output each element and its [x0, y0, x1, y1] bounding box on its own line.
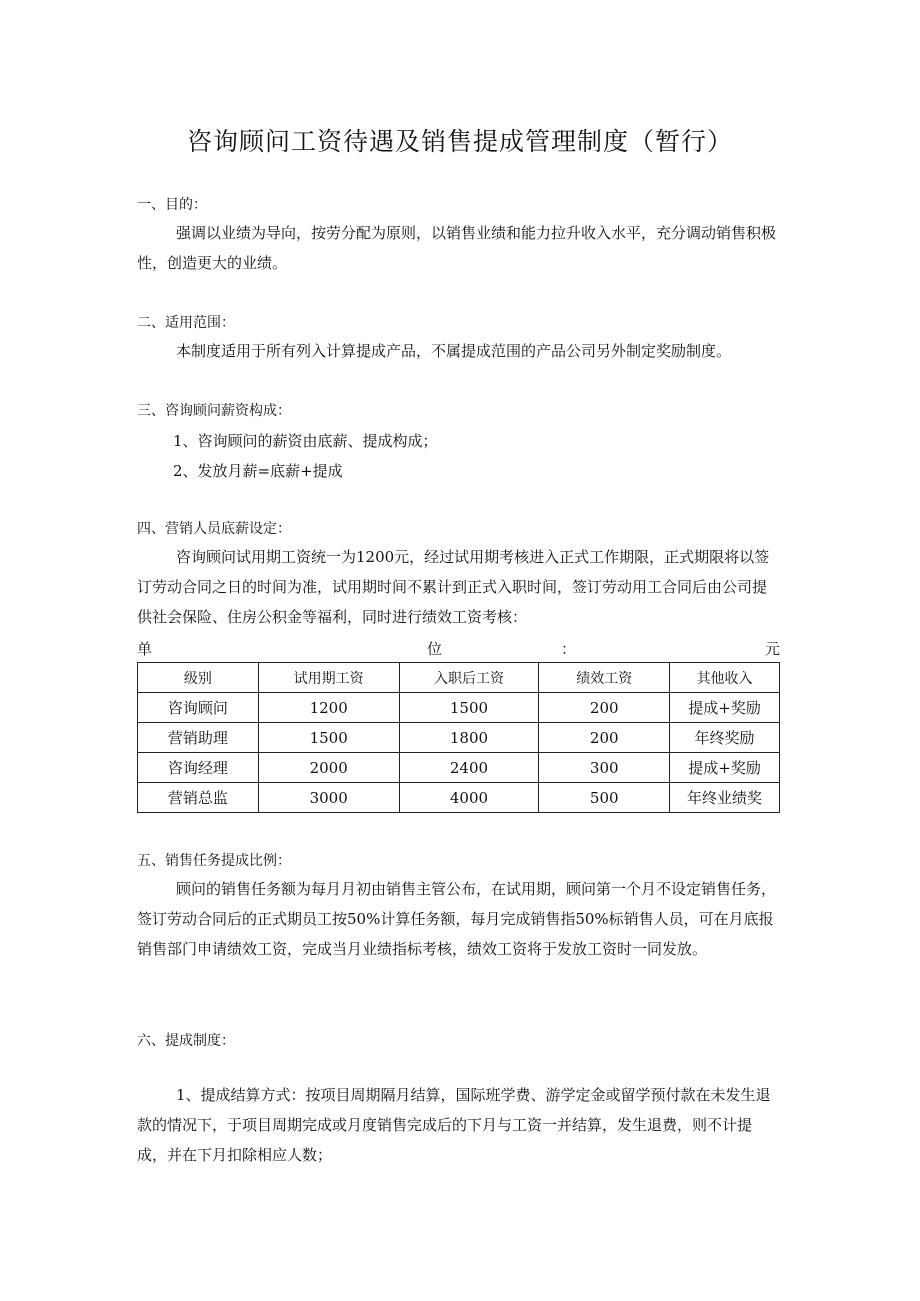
- section-6-heading: 六、提成制度：: [137, 1033, 235, 1049]
- table-cell: 1200: [258, 693, 399, 723]
- header-performance-pay: 绩效工资: [539, 663, 670, 693]
- table-cell: 300: [539, 753, 670, 783]
- document-title: 咨询顾问工资待遇及销售提成管理制度（暂行）: [186, 127, 733, 156]
- section-5-heading: 五、销售任务提成比例：: [137, 853, 291, 869]
- table-cell: 1800: [399, 723, 539, 753]
- unit-char-4: 元: [764, 640, 780, 658]
- table-cell: 提成+奖励: [670, 693, 780, 723]
- header-level: 级别: [138, 663, 259, 693]
- table-cell: 3000: [258, 783, 399, 813]
- table-cell: 年终奖励: [670, 723, 780, 753]
- unit-char-2: 位: [427, 640, 443, 658]
- table-row: [138, 693, 780, 723]
- header-other-income: 其他收入: [670, 663, 780, 693]
- table-cell: 年终业绩奖: [670, 783, 780, 813]
- unit-char-3: ：: [561, 640, 577, 658]
- section-2-heading: 二、适用范围：: [137, 315, 235, 331]
- table-cell: 1500: [399, 693, 539, 723]
- table-cell: 4000: [399, 783, 539, 813]
- table-cell: 咨询顾问: [138, 693, 259, 723]
- table-row: [138, 783, 780, 813]
- section-6-body: 1、提成结算方式：按项目周期隔月结算，国际班学费、游学定金或留学预付款在未发生退款的情况下，于项目周期完成或月度销售完成后的下月与工资一并结算，发生退费，则不计提成，并在下月扣除相应人数；: [137, 1086, 771, 1164]
- header-regular-salary: 入职后工资: [399, 663, 539, 693]
- section-3-heading: 三、咨询顾问薪资构成：: [137, 403, 291, 419]
- unit-char-1: 单: [137, 640, 153, 658]
- section-3-item-1: 1、咨询顾问的薪资由底薪、提成构成；: [173, 432, 438, 450]
- table-cell: 200: [539, 693, 670, 723]
- salary-table: [137, 662, 780, 813]
- section-2-body: 本制度适用于所有列入计算提成产品，不属提成范围的产品公司另外制定奖励制度。: [176, 342, 732, 360]
- table-cell: 提成+奖励: [670, 753, 780, 783]
- table-cell: 营销总监: [138, 783, 259, 813]
- table-cell: 1500: [258, 723, 399, 753]
- section-4-body: 咨询顾问试用期工资统一为1200元，经过试用期考核进入正式工作期限，正式期限将以签订劳动合同之日的时间为准，试用期时间不累计到正式入职时间，签订劳动用工合同后由公司提供社会保险、住房公积金等福利，同时进行绩效工资考核：: [137, 548, 770, 626]
- header-probation-salary: 试用期工资: [258, 663, 399, 693]
- table-header-row: [138, 663, 780, 693]
- section-4-heading: 四、营销人员底薪设定：: [137, 521, 291, 537]
- table-cell: 200: [539, 723, 670, 753]
- table-row: [138, 723, 780, 753]
- table-cell: 2400: [399, 753, 539, 783]
- table-row: [138, 753, 780, 783]
- section-5-body: 顾问的销售任务额为每月月初由销售主管公布，在试用期，顾问第一个月不设定销售任务，签订劳动合同后的正式期员工按50%计算任务额，每月完成销售指50%标销售人员，可在月底报销售部门申请绩效工资，完成当月业绩指标考核，绩效工资将于发放工资时一同发放。: [137, 880, 777, 958]
- unit-label: [137, 638, 780, 658]
- table-cell: 2000: [258, 753, 399, 783]
- table-cell: 咨询经理: [138, 753, 259, 783]
- section-3-item-2: 2、发放月薪=底薪+提成: [173, 462, 343, 480]
- section-1-heading: 一、目的：: [137, 197, 207, 213]
- table-cell: 营销助理: [138, 723, 259, 753]
- table-cell: 500: [539, 783, 670, 813]
- section-1-body: 强调以业绩为导向，按劳分配为原则，以销售业绩和能力拉升收入水平，充分调动销售积极性，创造更大的业绩。: [137, 224, 777, 272]
